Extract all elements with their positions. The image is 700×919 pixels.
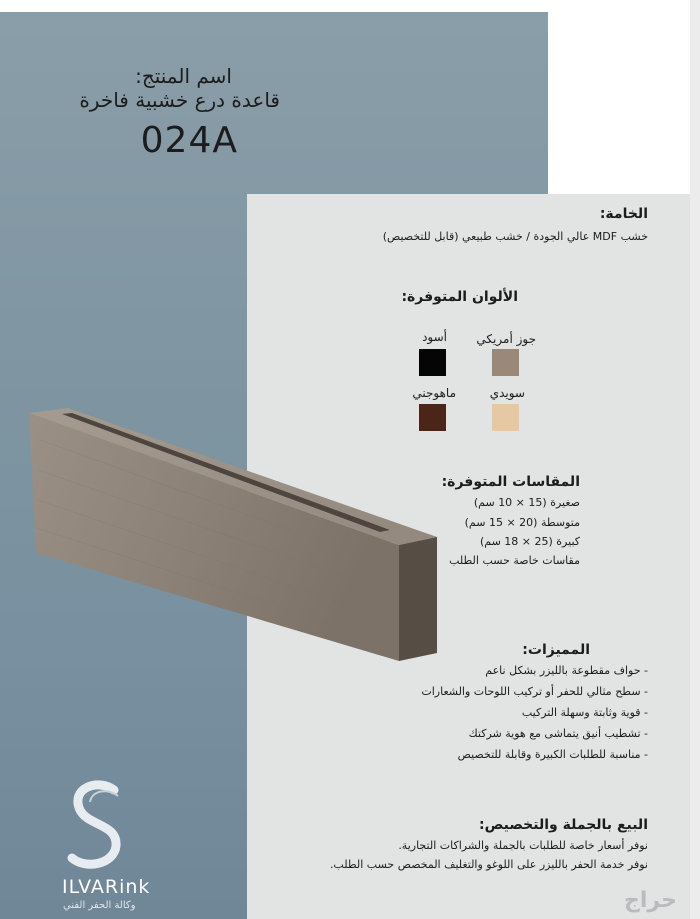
- size-small: صغيرة (15 × 10 سم): [473, 496, 580, 509]
- color-label-walnut: جوز أمريكي: [476, 332, 536, 346]
- feature-item: - قوية وثابتة وسهلة التركيب: [521, 706, 648, 719]
- size-medium: متوسطة (20 × 15 سم): [464, 516, 580, 529]
- features-heading: المميزات:: [522, 642, 590, 658]
- color-label-swedish: سويدي: [489, 386, 525, 400]
- material-text: خشب MDF عالي الجودة / خشب طبيعي (قابل للتخصيص): [382, 230, 648, 243]
- feature-item: - مناسبة للطلبات الكبيرة وقابلة للتخصيص: [457, 748, 648, 761]
- feature-item: - سطح مثالي للحفر أو تركيب اللوحات والشعارات: [421, 685, 648, 698]
- wholesale-heading: البيع بالجملة والتخصيص:: [478, 817, 648, 833]
- watermark: حراج: [624, 888, 677, 913]
- brand-name: ILVARink: [62, 876, 151, 898]
- colors-heading: الألوان المتوفرة:: [401, 289, 518, 305]
- size-custom: مقاسات خاصة حسب الطلب: [449, 554, 580, 567]
- sizes-heading: المقاسات المتوفرة:: [441, 474, 580, 490]
- color-label-black: أسود: [422, 330, 447, 344]
- wholesale-line-1: نوفر أسعار خاصة للطلبات بالجملة والشراكات التجارية.: [398, 839, 648, 852]
- product-name-label: اسم المنتج:: [135, 64, 232, 88]
- feature-item: - تشطيب أنيق يتماشى مع هوية شركتك: [468, 727, 648, 740]
- color-label-mahogany: ماهوجني: [412, 386, 456, 400]
- brand-tagline: وكالة الحفر الفني: [63, 900, 136, 911]
- material-heading: الخامة:: [599, 206, 648, 222]
- size-large: كبيرة (25 × 18 سم): [479, 535, 580, 548]
- feature-item: - حواف مقطوعة بالليزر بشكل ناعم: [485, 664, 648, 677]
- product-code: 024A: [140, 120, 238, 161]
- wholesale-line-2: نوفر خدمة الحفر بالليزر على اللوغو والتغليف المخصص حسب الطلب.: [329, 858, 648, 871]
- brand-logo-icon: [58, 780, 138, 875]
- product-name: قاعدة درع خشبية فاخرة: [79, 88, 280, 112]
